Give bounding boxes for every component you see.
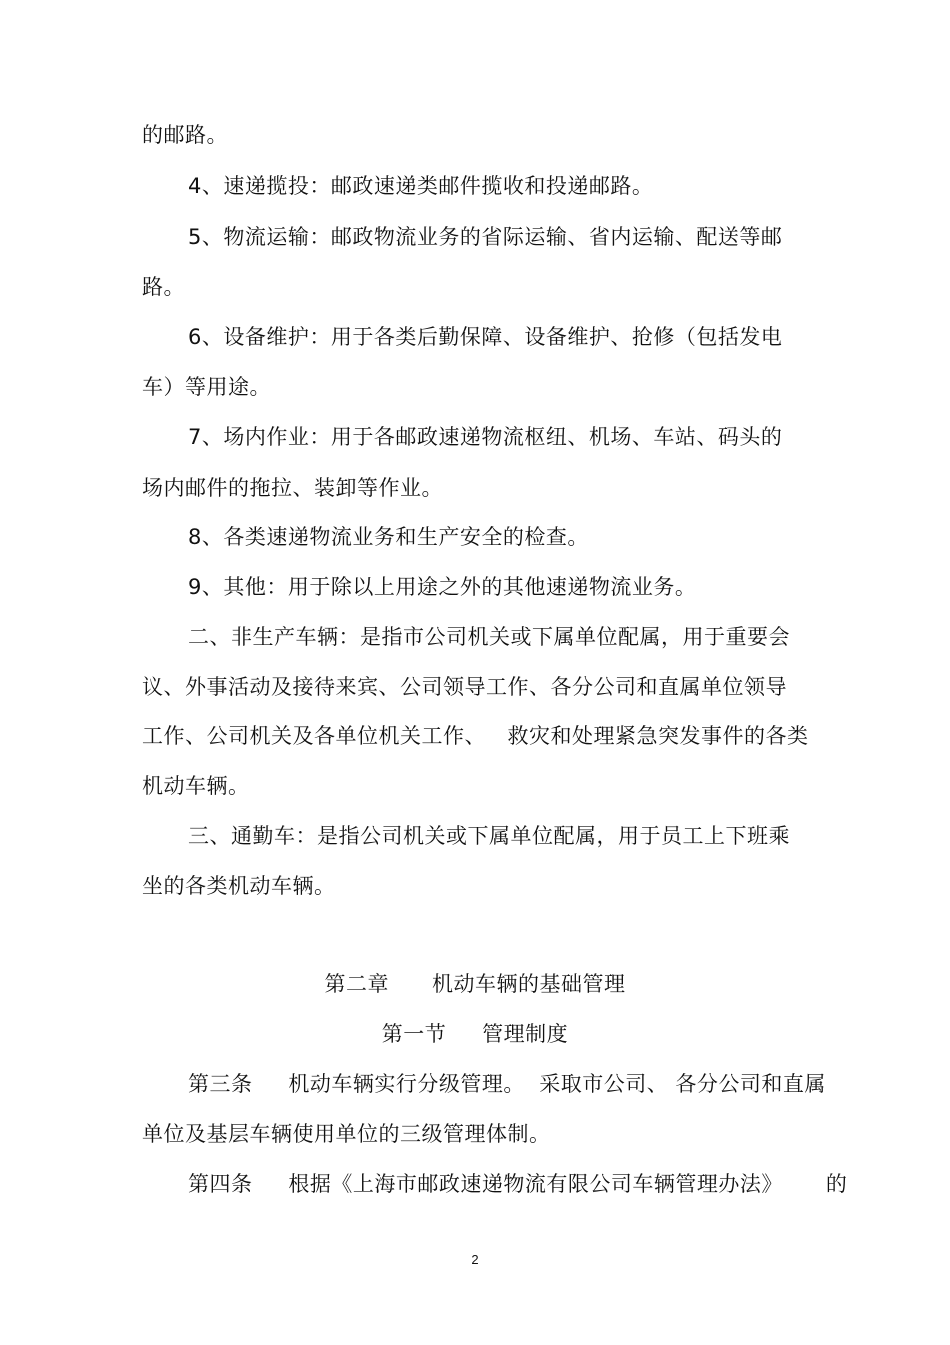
text-line: 第三条 机动车辆实行分级管理。 采取市公司、 各分公司和直属 <box>188 1072 826 1096</box>
text-line: 议、外事活动及接待来宾、公司领导工作、各分公司和直属单位领导 <box>142 675 787 699</box>
chapter-heading: 第二章 机动车辆的基础管理 <box>324 972 626 996</box>
text-line: 路。 <box>142 275 185 299</box>
text-line: 4、速递揽投：邮政速递类邮件揽收和投递邮路。 <box>188 174 654 198</box>
section-heading: 第一节 管理制度 <box>381 1022 569 1046</box>
page-number: 2 <box>471 1252 479 1267</box>
text-line: 三、通勤车：是指公司机关或下属单位配属，用于员工上下班乘 <box>188 824 790 848</box>
text-line: 9、其他：用于除以上用途之外的其他速递物流业务。 <box>188 575 697 599</box>
text-line: 场内邮件的拖拉、装卸等作业。 <box>142 476 443 500</box>
text-line: 二、非生产车辆：是指市公司机关或下属单位配属，用于重要会 <box>188 625 790 649</box>
text-line: 单位及基层车辆使用单位的三级管理体制。 <box>142 1122 551 1146</box>
text-line: 5、物流运输：邮政物流业务的省际运输、省内运输、配送等邮 <box>188 225 783 249</box>
text-line: 6、设备维护：用于各类后勤保障、设备维护、抢修（包括发电 <box>188 325 783 349</box>
text-line: 坐的各类机动车辆。 <box>142 874 336 898</box>
text-line: 的邮路。 <box>142 123 228 147</box>
text-line: 机动车辆。 <box>142 774 250 798</box>
text-line: 第四条 根据《上海市邮政速递物流有限公司车辆管理办法》 的 <box>188 1172 848 1196</box>
text-line: 7、场内作业：用于各邮政速递物流枢纽、机场、车站、码头的 <box>188 425 783 449</box>
text-line: 8、各类速递物流业务和生产安全的检查。 <box>188 525 589 549</box>
text-line: 车）等用途。 <box>142 375 271 399</box>
text-line: 工作、公司机关及各单位机关工作、 救灾和处理紧急突发事件的各类 <box>142 724 809 748</box>
